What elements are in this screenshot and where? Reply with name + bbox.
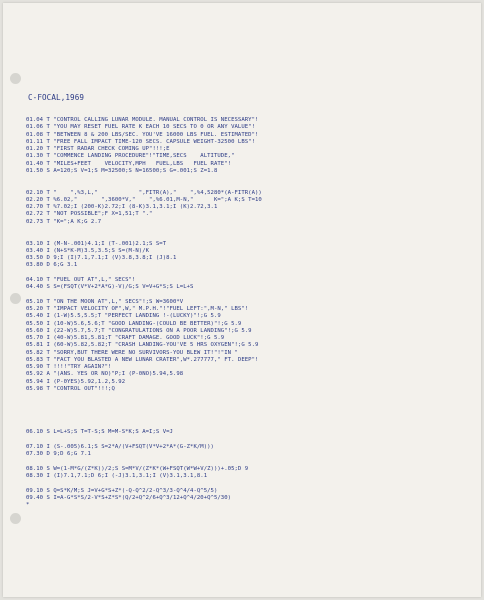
code-line: 02.20 T %6.02," ",3600*V," ",%6.01,M-N," K=";A K;S T=10	[26, 196, 262, 203]
program-listing-page	[3, 3, 481, 597]
code-line: 01.30 T "COMMENCE LANDING PROCEDURE"!"TIME,SECS ALTITUDE,"	[26, 153, 235, 160]
code-line: 03.50 D 9;I (I)7.1,7.1;I (V)3.8,3.8;I (J)8.1	[26, 255, 177, 262]
code-line: 01.04 T "CONTROL CALLING LUNAR MODULE. MANUAL CONTROL IS NECESSARY"!	[26, 117, 259, 123]
end-marker: *	[26, 502, 30, 509]
code-line: 07.10 I (S-.005)6.1;S S=2*A/(V+FSQT(V*V+2*A*(G-Z*K/M)))	[26, 444, 214, 451]
code-line	[26, 393, 478, 400]
code-line: 05.94 I (P-0YES)5.92,1.2,5.92	[26, 378, 126, 385]
code-line: 01.50 S A=120;S V=1;S M=32500;S N=16500;S G=.001;S Z=1.8	[26, 167, 218, 174]
code-line	[26, 226, 478, 233]
binder-hole	[10, 73, 21, 84]
code-line	[26, 175, 478, 182]
code-line: 05.50 I (10-W)5.6,5.6;T "GOOD LANDING-(COULD BE BETTER)"!;G 5.9	[26, 320, 242, 327]
code-line: 07.30 D 9;D 6;G 7.1	[26, 451, 91, 458]
code-line	[26, 408, 478, 415]
code-line: 05.98 T "CONTROL OUT"!!!;Q	[26, 385, 115, 392]
code-line: 09.10 S Q=S*K/M;S J=V+G*S+Z*(-Q-Q^2/2-Q^3/3-Q^4/4-Q^5/5)	[26, 487, 218, 494]
code-line: 01.08 T "BETWEEN 8 & 200 LBS/SEC. YOU'VE 16000 LBS FUEL. ESTIMATED"!	[26, 131, 259, 138]
code-listing	[26, 117, 478, 510]
code-line: 09.40 S I=A-G*S*S/2-V*S+Z*S*(Q/2+Q^2/6+Q^3/12+Q^4/20+Q^5/30)	[26, 495, 232, 502]
code-line: 01.06 T "YOU MAY RESET FUEL RATE K EACH 10 SECS TO 0 OR ANY VALUE"!	[26, 124, 255, 131]
code-line: 05.70 I (40-W)5.81,5.81;T "CRAFT DAMAGE. GOOD LUCK"!;G 5.9	[26, 335, 225, 342]
code-line: 05.81 I (60-W)5.82,5.82;T "CRASH LANDING-YOU'VE 5 HRS OXYGEN"!;G 5.9	[26, 342, 259, 349]
listing-header: C-FOCAL,1969	[28, 93, 85, 102]
code-line: 01.20 T "FIRST RADAR CHECK COMING UP"!!!;E	[26, 146, 170, 152]
code-line: 01.40 T "MILES+FEET VELOCITY,MPH FUEL,LBS FUEL RATE"!	[26, 160, 232, 167]
code-line: 05.82 T "SORRY,BUT THERE WERE NO SURVIVORS-YOU BLEW IT!"!"IN "	[26, 349, 238, 356]
code-line: 08.30 I (I)7.1,7.1;D 6;I (-J)3.1,3.1;I (V)3.1,3.1,8.1	[26, 473, 208, 480]
code-line: 02.10 T " ",%3,L," ",FITR(A)," ",%4,5280*(A-FITR(A))	[26, 189, 262, 196]
code-line: 04.40 S S=(FSQT(V*V+2*A*G)-V)/G;S V=V+G*S;S L=L+S	[26, 284, 194, 291]
code-line: 05.20 T "IMPACT VELOCITY OF",W," M.P.H."!"FUEL LEFT:",M-N," LBS"!	[26, 306, 249, 313]
code-line	[26, 415, 478, 422]
code-line: 02.70 T %7.02;I (200-K)2.72;I (8-K)3.1,3.1;I (K)2.72,3.1	[26, 204, 218, 211]
code-line: 08.10 S W=(1-M*G/(Z*K))/2;S S=M*V/(Z*K*(W+FSQT(W*W+V/Z)))+.05;D 9	[26, 465, 249, 472]
code-line	[26, 400, 478, 407]
code-line: 02.73 T "K=";A K;G 2.7	[26, 218, 102, 225]
binder-hole	[10, 513, 21, 524]
code-line: 05.92 A "(ANS. YES OR NO)"P;I (P-0NO)5.94,5.98	[26, 371, 184, 378]
code-line: 03.40 I (N+S*K-M)3.5,3.5;S S=(M-N)/K	[26, 247, 150, 254]
code-line: 05.60 I (22-W)5.7,5.7;T "CONGRATULATIONS ON A POOR LANDING"!;G 5.9	[26, 327, 252, 334]
code-line: 06.10 S L=L+S;S T=T-S;S M=M-S*K;S A=I;S V=J	[26, 429, 173, 436]
code-line: 05.10 T "ON THE MOON AT",L," SECS"!;S W=3600*V	[26, 298, 184, 305]
code-line: 05.83 T "FACT YOU BLASTED A NEW LUNAR CRATER",W*.277777," FT. DEEP"!	[26, 356, 259, 363]
code-line: 01.11 T "FREE FALL IMPACT TIME-120 SECS. CAPSULE WEIGHT-32500 LBS"!	[26, 138, 255, 145]
code-line: 05.40 I (1-W)5.5,5.5;T "PERFECT LANDING !-(LUCKY)"!;G 5.9	[26, 313, 221, 320]
code-line: 03.10 I (M-N-.001)4.1;I (T-.001)2.1;S S=T	[26, 240, 167, 247]
code-line: 03.80 D 6;G 3.1	[26, 262, 78, 269]
code-line: 04.10 T "FUEL OUT AT",L," SECS"!	[26, 276, 136, 283]
code-line: 05.90 T !!!!"TRY AGAIN?"!	[26, 364, 112, 371]
code-line: 02.72 T "NOT POSSIBLE";F X=1,51;T "."	[26, 211, 153, 218]
binder-hole	[10, 293, 21, 304]
